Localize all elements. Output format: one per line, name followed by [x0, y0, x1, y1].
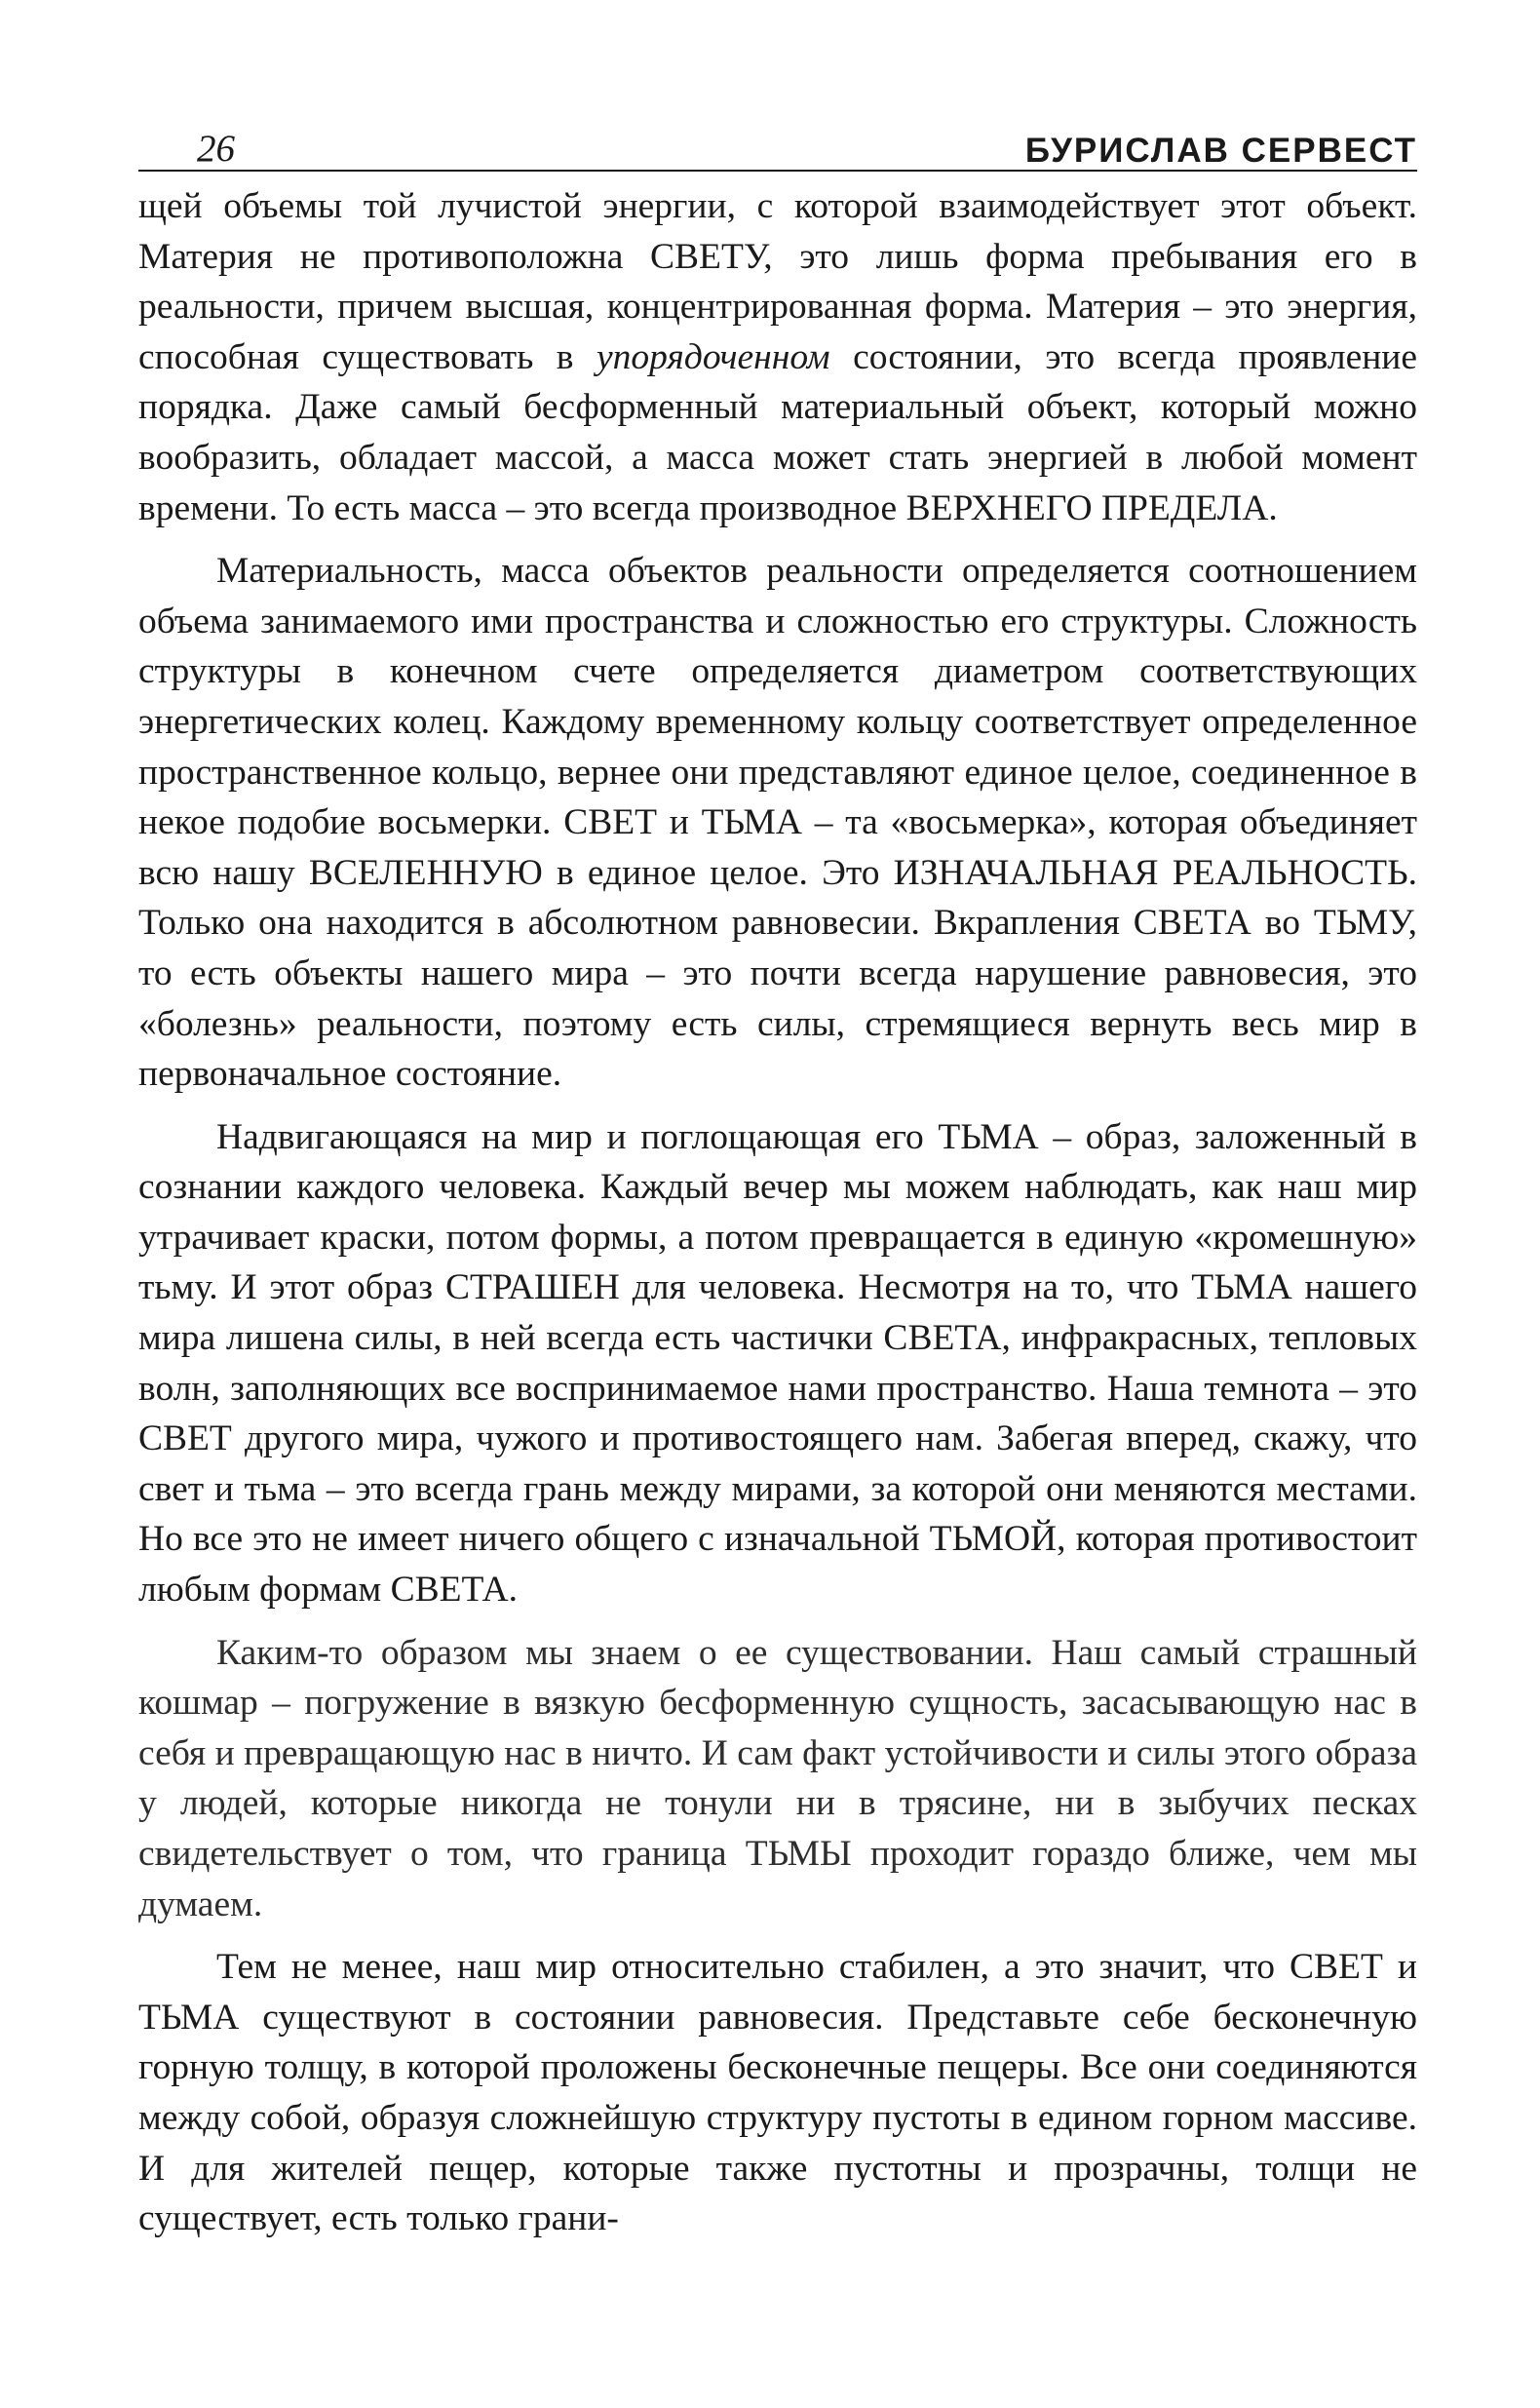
emphasis-word: упорядоченном	[597, 336, 830, 377]
paragraph-2: Материальность, масса объектов реальности определяется соотношением объема занимаемого ими пространства и сложностью его структуры. Сложность структуры в конечном счете определяется диаметром соответствующих энергетических колец. Каждому временному кольцу соответствует определенное пространственное кольцо, вернее они представляют единое целое, соединенное в некое подобие восьмерки. СВЕТ и ТЬМА – та «восьмерка», которая объединяет всю нашу ВСЕЛЕННУЮ в единое целое. Это ИЗНАЧАЛЬНАЯ РЕАЛЬНОСТЬ. Только она находится в абсолютном равновесии. Вкрапления СВЕТА во ТЬМУ, то есть объекты нашего мира – это почти всегда нарушение равновесия, это «болезнь» реальности, поэтому есть силы, стремящиеся вернуть весь мир в первоначальное состояние.	[138, 551, 1417, 1095]
body-text	[138, 181, 1417, 2244]
book-page	[138, 121, 1417, 2257]
paragraph-1	[138, 181, 1417, 533]
running-header	[138, 121, 1417, 172]
paragraph-1-text-end: состоянии, это всегда проявление порядка. Даже самый бесформенный материальный объект, который можно вообразить, обладает массой, а масса может стать энергией в любой момент времени. То есть масса – это всегда производное ВЕРХНЕГО ПРЕДЕЛА.	[138, 336, 1417, 528]
running-title: БУРИСЛАВ СЕРВЕСТ	[1024, 132, 1417, 170]
paragraph-5: Тем не менее, наш мир относительно стабилен, а это значит, что СВЕТ и ТЬМА существуют в состоянии равновесия. Представьте себе бесконечную горную толщу, в которой проложены бесконечные пещеры. Все они соединяются между собой, образуя сложнейшую структуру пустоты в едином горном массиве. И для жителей пещер, которые также пустотны и прозрачны, толщи не существует, есть только грани-	[138, 1947, 1417, 2239]
paragraph-4: Каким-то образом мы знаем о ее существовании. Наш самый страшный кошмар – погружение в вязкую бесформенную сущность, засасывающую нас в себя и превращающую нас в ничто. И сам факт устойчивости и силы этого образа у людей, которые никогда не тонули ни в трясине, ни в зыбучих песках свидетельствует о том, что граница ТЬМЫ проходит гораздо ближе, чем мы думаем.	[138, 1632, 1417, 1924]
page-number: 26	[197, 128, 235, 170]
paragraph-1-text: щей объемы той лучистой энергии, с которой взаимодействует этот объект. Материя не противоположна СВЕТУ, это лишь форма пребывания его в реальности, причем высшая, концентрированная форма. Материя – это энергия, способная существовать в	[138, 186, 1417, 377]
paragraph-3: Надвигающаяся на мир и поглощающая его ТЬМА – образ, заложенный в сознании каждого человека. Каждый вечер мы можем наблюдать, как наш мир утрачивает краски, потом формы, а потом превращается в единую «кромешную» тьму. И этот образ СТРАШЕН для человека. Несмотря на то, что ТЬМА нашего мира лишена силы, в ней всегда есть частички СВЕТА, инфракрасных, тепловых волн, заполняющих все воспринимаемое нами пространство. Наша темнота – это СВЕТ другого мира, чужого и противостоящего нам. Забегая вперед, скажу, что свет и тьма – это всегда грань между мирами, за которой они меняются местами. Но все это не имеет ничего общего с изначальной ТЬМОЙ, которая противостоит любым формам СВЕТА.	[138, 1116, 1417, 1611]
